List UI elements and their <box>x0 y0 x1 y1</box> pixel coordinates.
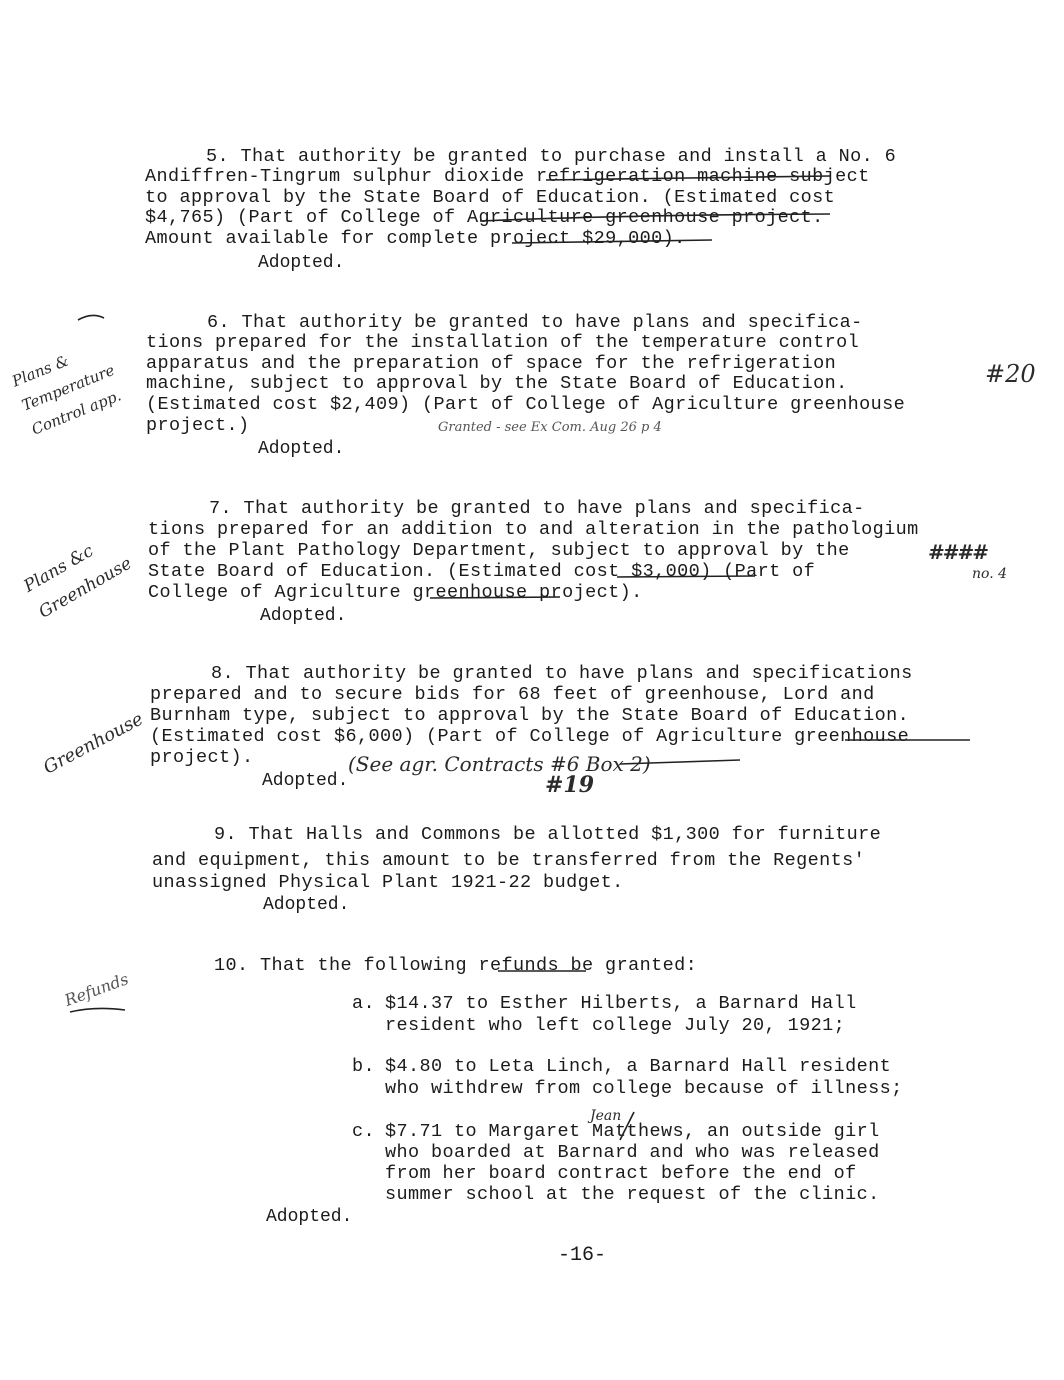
refund-b-line-2: who withdrew from college because of illness; <box>385 1078 903 1099</box>
refund-a-line-2: resident who left college July 20, 1921; <box>385 1015 846 1036</box>
item-7-adopted: Adopted. <box>260 606 347 626</box>
handwritten-margin-note-8: Greenhouse <box>40 708 147 779</box>
item-8-line-4: (Estimated cost $6,000) (Part of College of Agriculture greenhouse <box>150 726 910 747</box>
item-5-line-3: to approval by the State Board of Education. (Estimated cost <box>145 187 836 208</box>
handwritten-margin-note-6: Plans & Temperature Control app. <box>9 351 124 439</box>
item-8-line-1: 8. That authority be granted to have plans and specifications <box>211 663 913 684</box>
refund-b-line-1: $4.80 to Leta Linch, a Barnard Hall resident <box>385 1056 892 1077</box>
item-9-line-1: 9. That Halls and Commons be allotted $1,300 for furniture <box>214 824 882 845</box>
margin-scribble-6 <box>78 315 104 320</box>
handwritten-granted-note: Granted - see Ex Com. Aug 26 p 4 <box>438 420 662 435</box>
item-5-adopted: Adopted. <box>258 253 345 273</box>
refund-b-letter: b. <box>352 1056 376 1077</box>
handwritten-ref-no4: no. 4 <box>972 566 1008 582</box>
handwritten-margin-note-7: Plans &c Greenhouse <box>20 540 136 623</box>
item-6-line-4: machine, subject to approval by the State Board of Education. <box>146 373 848 394</box>
page-number: -16- <box>558 1244 607 1267</box>
item-7-line-4: State Board of Education. (Estimated cost $3,000) (Part of <box>148 561 816 582</box>
item-7-line-3: of the Plant Pathology Department, subject to approval by the <box>148 540 850 561</box>
item-6-line-1: 6. That authority be granted to have plans and specifica- <box>207 312 863 333</box>
refund-c-line-1: $7.71 to Margaret Matthews, an outside girl <box>385 1121 880 1142</box>
item-7-line-1: 7. That authority be granted to have plans and specifica- <box>209 498 865 519</box>
item-8-line-5: project). <box>150 747 254 768</box>
item-9-line-3: unassigned Physical Plant 1921-22 budget. <box>152 872 624 893</box>
refund-c-letter: c. <box>352 1121 376 1142</box>
handwritten-jean-insert: Jean <box>590 1108 622 1124</box>
handwritten-hash-marks: #### <box>928 540 988 564</box>
item-6-line-3: apparatus and the preparation of space for the refrigeration <box>146 353 837 374</box>
refund-c-line-3: from her board contract before the end of <box>385 1163 857 1184</box>
item-7-line-2: tions prepared for an addition to and alteration in the pathologium <box>148 519 919 540</box>
handwritten-margin-note-10: Refunds <box>62 969 131 1010</box>
item-6-adopted: Adopted. <box>258 439 345 459</box>
item-6-line-5: (Estimated cost $2,409) (Part of College of Agriculture greenhouse <box>146 394 906 415</box>
item-7-line-5: College of Agriculture greenhouse project). <box>148 582 643 603</box>
handwritten-ref-19: #19 <box>545 772 595 798</box>
item-10-line-1: 10. That the following refunds be granted: <box>214 955 698 976</box>
item-9-line-2: and equipment, this amount to be transferred from the Regents' <box>152 850 866 871</box>
item-5-line-5: Amount available for complete project $29,000). <box>145 228 686 249</box>
handwritten-ref-20: #20 <box>985 360 1036 388</box>
handwritten-agr-contracts-note: (See agr. Contracts #6 Box 2) <box>348 752 651 776</box>
item-5-line-1: 5. That authority be granted to purchase and install a No. 6 <box>206 146 897 167</box>
item-5-line-2: Andiffren-Tingrum sulphur dioxide refrigeration machine subject <box>145 166 870 187</box>
item-9-adopted: Adopted. <box>263 895 350 915</box>
item-6-line-6: project.) <box>146 415 250 436</box>
refund-c-line-4: summer school at the request of the clinic. <box>385 1184 880 1205</box>
margin-scribble-10 <box>70 1008 125 1012</box>
item-10-adopted: Adopted. <box>266 1207 353 1227</box>
item-8-line-3: Burnham type, subject to approval by the State Board of Education. <box>150 705 910 726</box>
item-6-line-2: tions prepared for the installation of the temperature control <box>146 332 860 353</box>
refund-a-letter: a. <box>352 993 376 1014</box>
item-5-line-4: $4,765) (Part of College of Agriculture greenhouse project. <box>145 207 824 228</box>
refund-a-line-1: $14.37 to Esther Hilberts, a Barnard Hall <box>385 993 857 1014</box>
item-8-adopted: Adopted. <box>262 771 349 791</box>
item-8-line-2: prepared and to secure bids for 68 feet of greenhouse, Lord and <box>150 684 875 705</box>
refund-c-line-2: who boarded at Barnard and who was released <box>385 1142 880 1163</box>
